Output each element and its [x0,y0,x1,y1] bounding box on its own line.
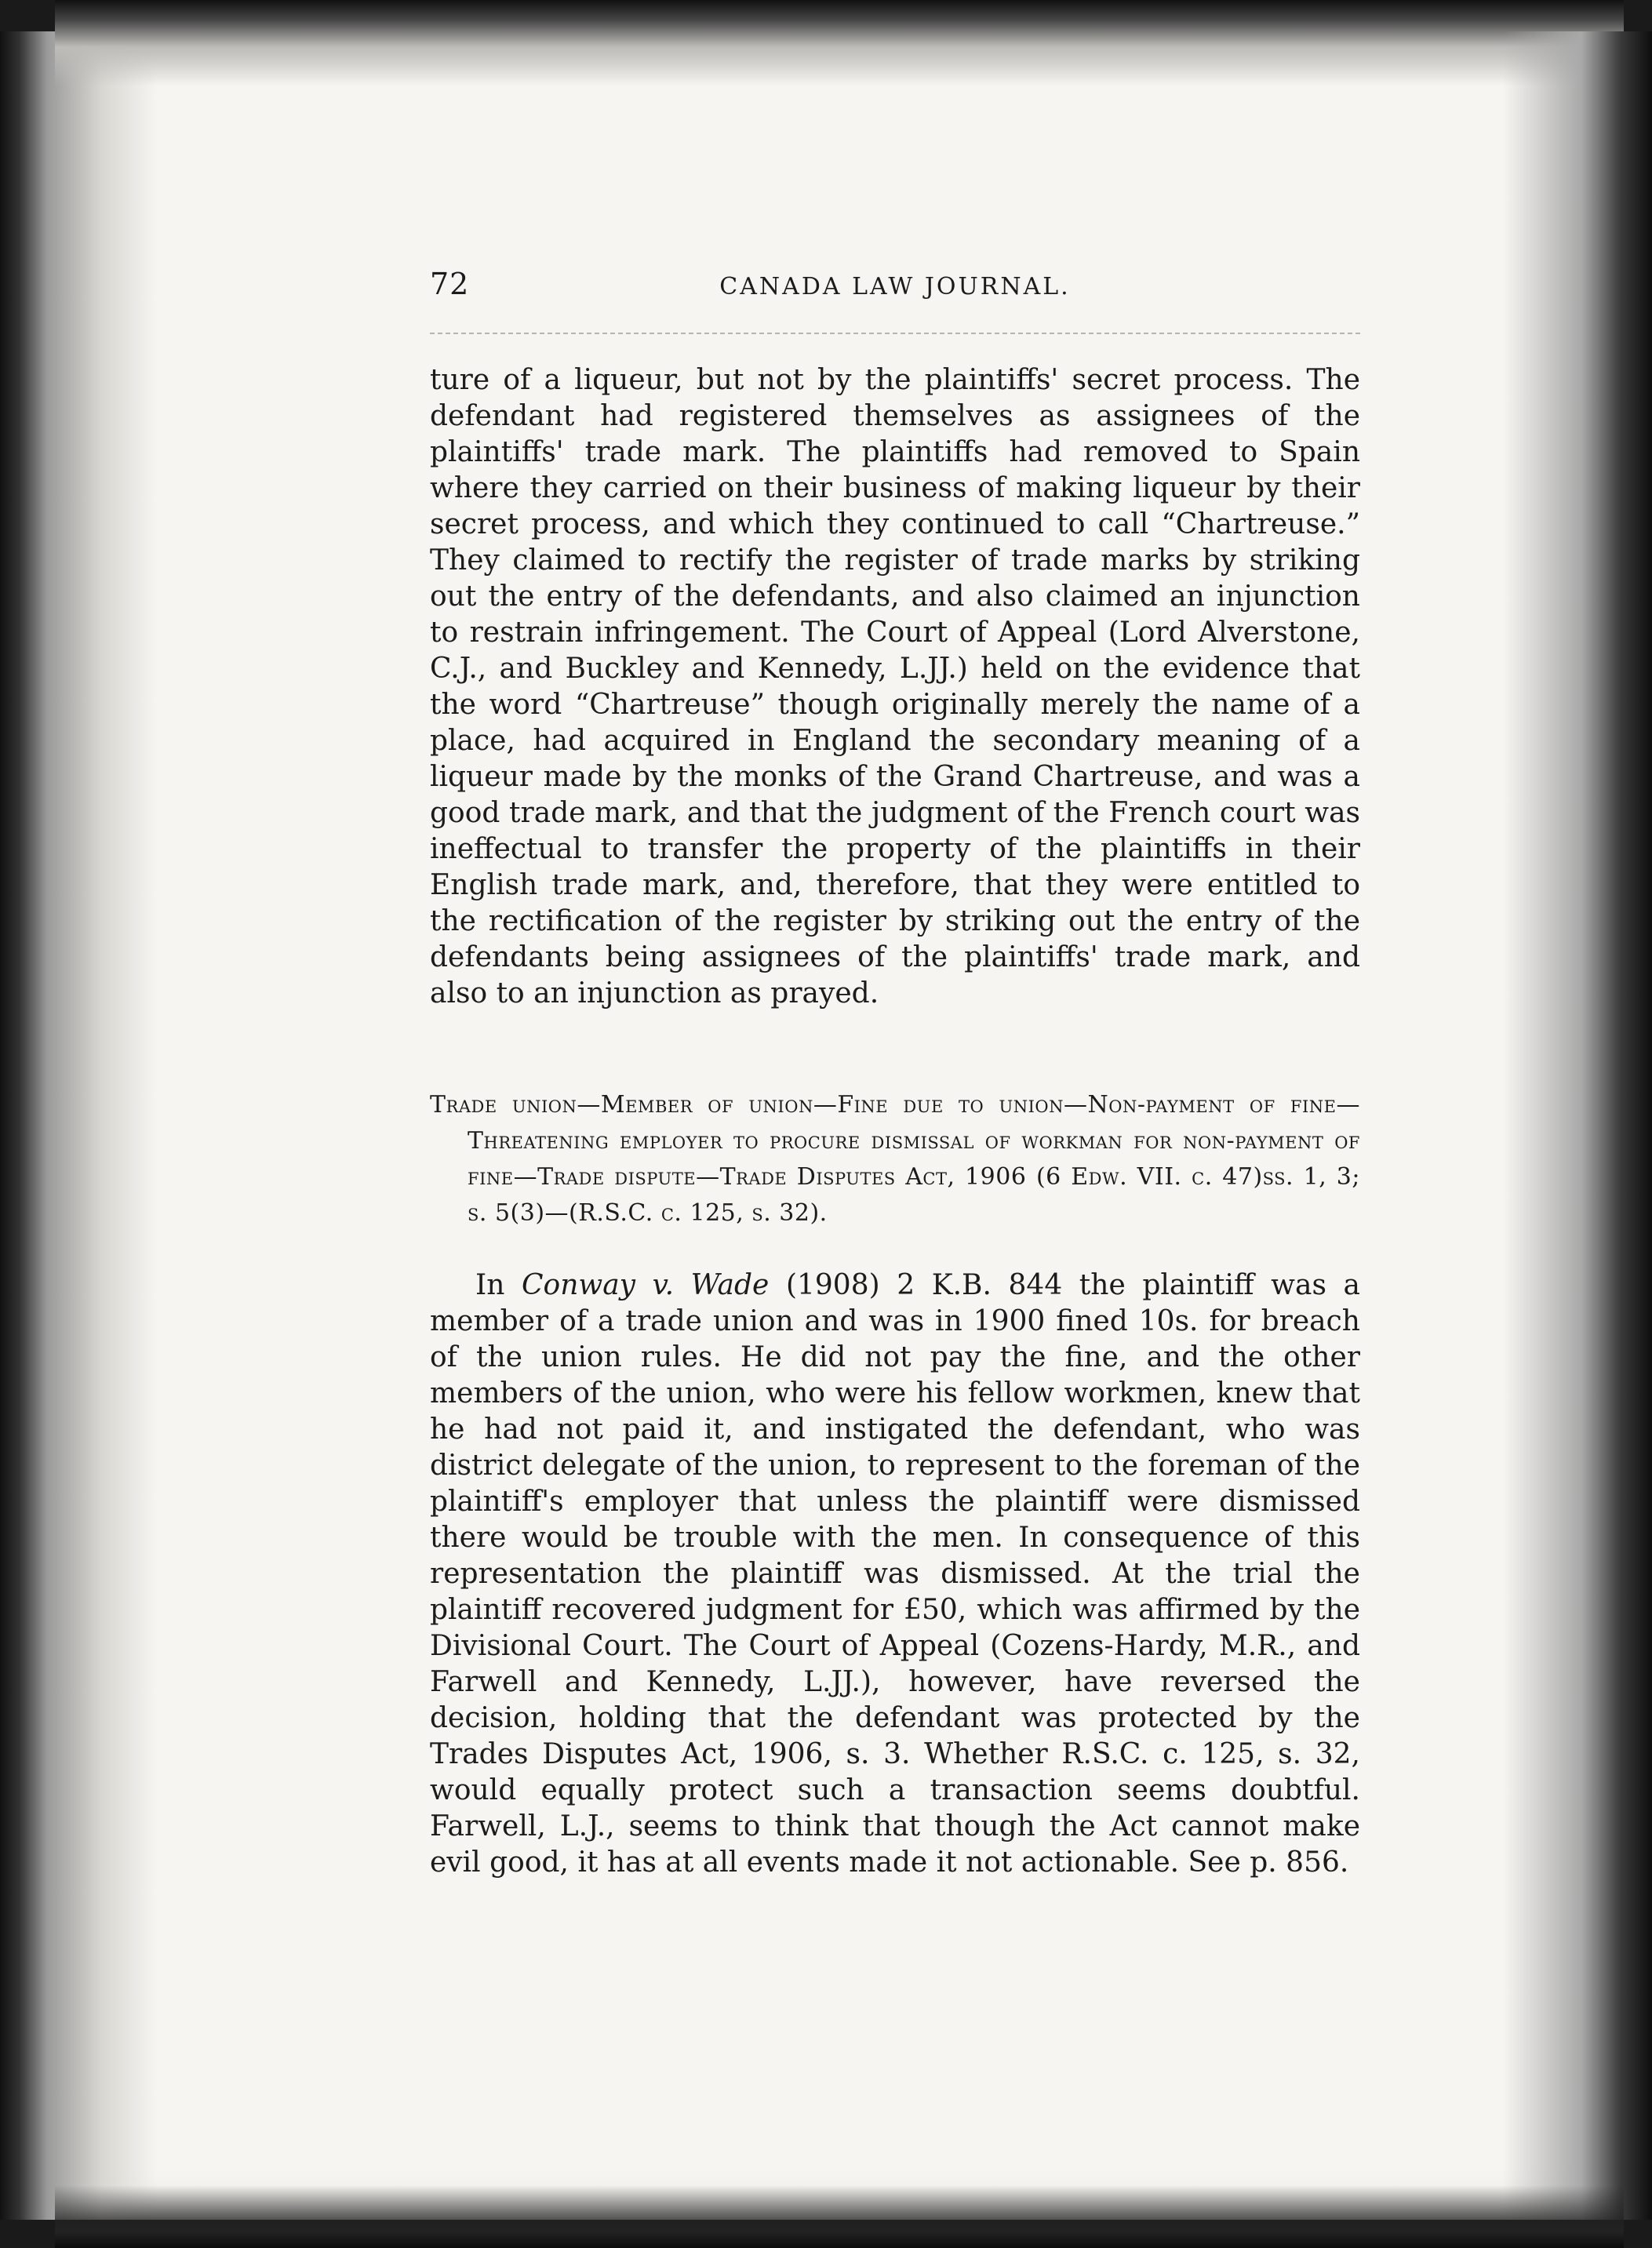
page-edge-left [0,31,157,2220]
case-name: Conway v. Wade [521,1269,770,1301]
page-header [430,267,1360,314]
headnote-trade-union [430,1087,1360,1231]
page-text [430,267,1360,1881]
header-rule [430,333,1360,334]
headnote-text: Trade union—Member of union—Fine due to union—Non-payment of fine—Threatening employer to procure dismissal of workman for non-payment of fine—Trade dispute—Trade Disputes Act, 1906 (6 Edw. VII. c. 47)ss. 1, 3; s. 5(3)—(R.S.C. c. 125, s. 32). [430,1091,1360,1227]
page-edge-top [55,0,1624,86]
paragraph-chartreuse: ture of a liqueur, but not by the plaintiffs' secret process. The defendant had registered themselves as assignees of the plaintiffs' trade mark. The plaintiffs had removed to Spain where they carried on their business of making liqueur by their secret process, and which they continued to call “Chartreuse.” They claimed to rectify the register of trade marks by striking out the entry of the defendants, and also claimed an injunction to restrain infringement. The Court of Appeal (Lord Alverstone, C.J., and Buckley and Kennedy, L.JJ.) held on the evidence that the word “Chartreuse” though originally merely the name of a place, had acquired in England the secondary meaning of a liqueur made by the monks of the Grand Chartreuse, and was a good trade mark, and that the judgment of the French court was ineffectual to transfer the property of the plaintiffs in their English trade mark, and, therefore, that they were entitled to the rectification of the register by striking out the entry of the defendants being assignees of the plaintiffs' trade mark, and also to an injunction as prayed. [430,364,1360,1009]
paragraph-lead: In [475,1269,505,1301]
paragraph-conway-v-wade [430,1268,1360,1881]
paragraph-body: (1908) 2 K.B. 844 the plaintiff was a member of a trade union and was in 1900 fined 10s. for breach of the union rules. He did not pay the fine, and the other members of the union, who were his fellow workmen, knew that he had not paid it, and instigated the defendant, who was district delegate of the union, to represent to the foreman of the plaintiff's employer that unless the plaintiff were dismissed there would be trouble with the men. In consequence of this representation the plaintiff was dismissed. At the trial the plaintiff recovered judgment for £50, which was affirmed by the Divisional Court. The Court of Appeal (Cozens-Hardy, M.R., and Farwell and Kennedy, L.JJ.), however, have reversed the decision, holding that the defendant was protected by the Trades Disputes Act, 1906, s. 3. Whether R.S.C. c. 125, s. 32, would equally protect such a transaction seems doubtful. Farwell, L.J., seems to think that though the Act cannot make evil good, it has at all events made it not actionable. See p. 856. [430,1269,1360,1879]
page-number: 72 [430,267,470,301]
page-edge-right [1503,31,1652,2220]
page-edge-bottom [55,2185,1624,2248]
running-head: CANADA LAW JOURNAL. [719,273,1071,300]
